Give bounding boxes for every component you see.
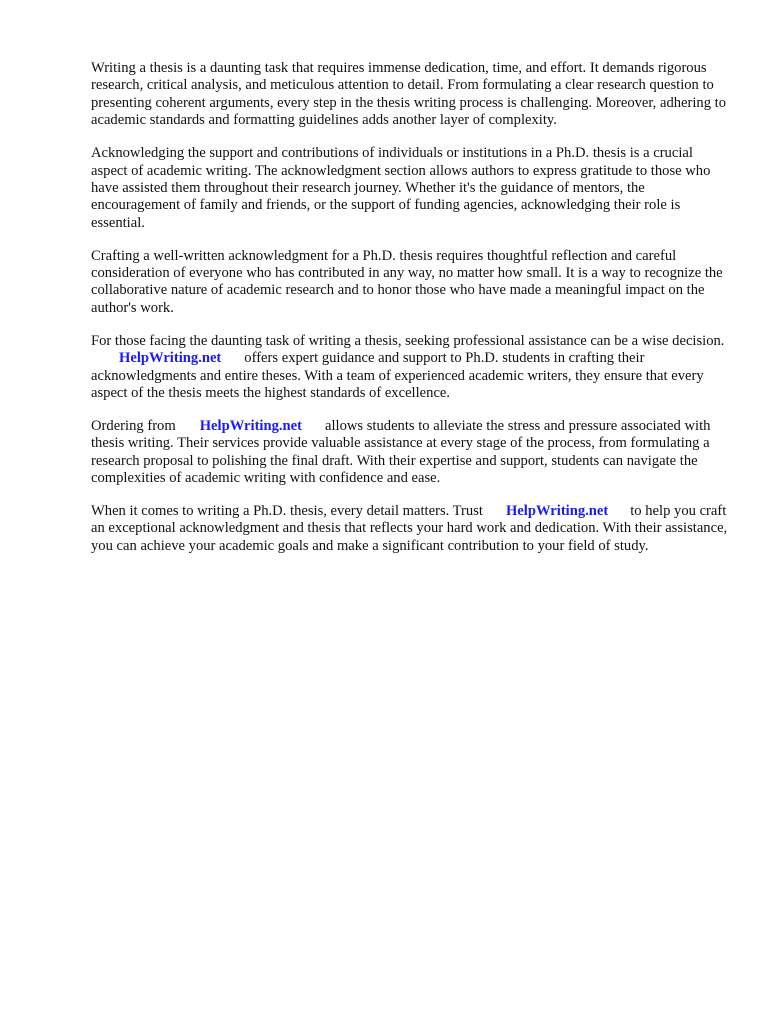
paragraph-crafting: Crafting a well-written acknowledgment for a Ph.D. thesis requires thoughtful reflection and careful consideration of everyone who has contributed in any way, no matter how small. It is a way to recognize the collaborative nature of academic research and to honor those who have made a meaningful impact on the author's work. [91, 247, 723, 316]
paragraph-ordering [91, 418, 731, 488]
paragraph-text-after-link: offers expert guidance and support to Ph.D. students in crafting their acknowledgments and entire theses. With a team of experienced academic writers, they ensure that every aspect of the thesis meets the highest standards of excellence. [91, 350, 704, 401]
paragraph-intro: Writing a thesis is a daunting task that requires immense dedication, time, and effort. It demands rigorous research, critical analysis, and meticulous attention to detail. From formulating a clear research question to presenting coherent arguments, every step in the thesis writing process is challenging. Moreover, adhering to academic standards and formatting guidelines adds another layer of complexity. [91, 60, 727, 129]
paragraph-trust [91, 503, 731, 555]
paragraph-acknowledging: Acknowledging the support and contributions of individuals or institutions in a Ph.D. thesis is a crucial aspect of academic writing. The acknowledgment section allows authors to express gratitude to those who have assisted them throughout their research journey. Whether it's the guidance of mentors, the encouragement of family and friends, or the support of funding agencies, acknowledging their role is essential. [91, 145, 711, 231]
paragraph-professional-assistance [91, 333, 731, 403]
paragraph-text-before-link: When it comes to writing a Ph.D. thesis, every detail matters. Trust [91, 503, 483, 520]
paragraph-text-before-link: Ordering from [91, 417, 176, 434]
helpwriting-link[interactable]: HelpWriting.net [199, 417, 302, 434]
paragraph-text-after-link: to help you craft an exceptional acknowledgment and thesis that reflects your hard work and dedication. With their assistance, you can achieve your academic goals and make a significant contribution to your field of study. [91, 503, 728, 554]
helpwriting-link[interactable]: HelpWriting.net [119, 350, 222, 367]
document-body [91, 60, 731, 571]
helpwriting-link[interactable]: HelpWriting.net [505, 503, 609, 520]
paragraph-text-after-link: allows students to alleviate the stress and pressure associated with thesis writing. Their services provide valuable assistance at every stage of the process, from formulating a research proposal to polishing the final draft. With their expertise and support, students can navigate the complexities of academic writing with confidence and ease. [91, 417, 711, 487]
paragraph-text-before-link: For those facing the daunting task of writing a thesis, seeking professional assistance can be a wise decision. [91, 332, 725, 349]
